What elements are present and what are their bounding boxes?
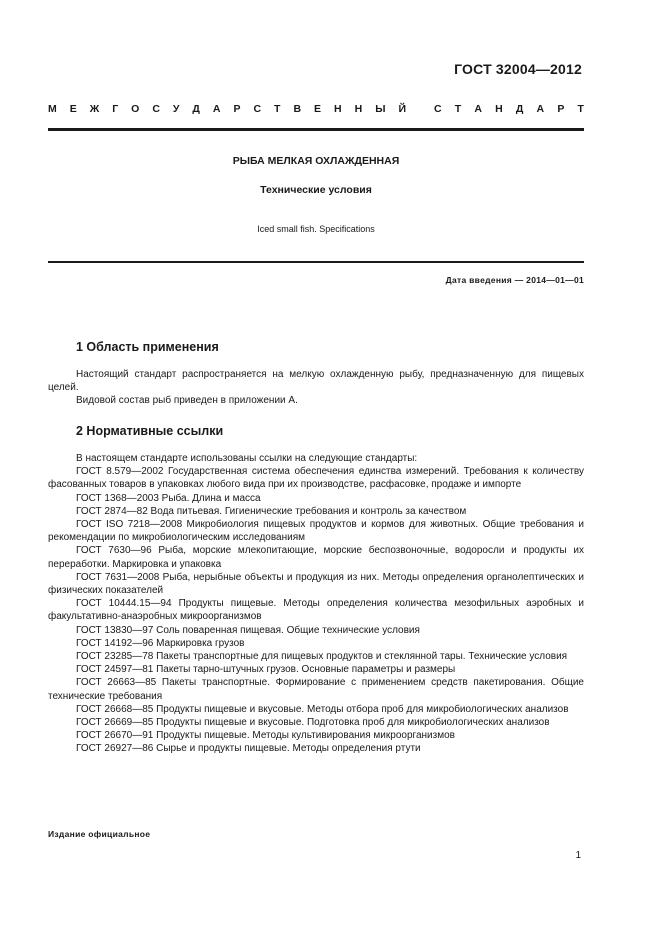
banner-letter: Г <box>112 103 119 115</box>
banner-letter: Д <box>515 103 524 115</box>
page-number: 1 <box>575 850 581 861</box>
banner-letter: Н <box>495 103 503 115</box>
reference-item: ГОСТ 26668—85 Продукты пищевые и вкусовые. Методы отбора проб для микробиологических анализов <box>76 703 569 715</box>
banner-letter: Р <box>233 103 241 115</box>
reference-item: ГОСТ 7630—96 Рыба, морские млекопитающие, морские беспозвоночные, водоросли и продукты их переработки. Маркировка и упаковка <box>48 545 584 570</box>
document-subtitle: Технические условия <box>260 184 372 196</box>
reference-item: ГОСТ 7631—2008 Рыба, нерыбные объекты и продукция из них. Методы определения органолептических и физических показателей <box>48 571 584 597</box>
banner-letter: Ж <box>89 103 100 115</box>
banner-letter: У <box>172 103 180 115</box>
reference-item: ГОСТ 24597—81 Пакеты тарно-штучных грузов. Основные параметры и размеры <box>76 664 456 676</box>
banner-letter: А <box>474 103 482 115</box>
section-body-scope <box>48 368 584 408</box>
section-body-references <box>48 452 584 756</box>
paragraph: В настоящем стандарте использованы ссылки на следующие стандарты: <box>76 453 418 464</box>
reference-item: ГОСТ 26927—86 Сырье и продукты пищевые. Методы определения ртути <box>76 743 421 755</box>
section-heading-references: 2 Нормативные ссылки <box>76 424 224 438</box>
banner-letter: Т <box>454 103 462 115</box>
section-heading-scope: 1 Область применения <box>76 340 219 354</box>
banner-letter: Ы <box>375 103 386 115</box>
banner-letter: С <box>434 103 442 115</box>
title-rule <box>48 261 584 263</box>
reference-item: ГОСТ 10444.15—94 Продукты пищевые. Методы определения количества мезофильных аэробных и факультативно-анаэробных микроорганизмов <box>48 598 584 623</box>
reference-item: ГОСТ 8.579—2002 Государственная система обеспечения единства измерений. Требования к количеству фасованных товаров в упаковках любого вида при их производстве, расфасовке, продаже и импорте <box>48 466 584 491</box>
banner-letter: В <box>293 103 302 115</box>
banner-letter: Н <box>354 103 363 115</box>
standard-number: ГОСТ 32004—2012 <box>454 61 582 77</box>
banner-word-standard <box>434 103 584 115</box>
reference-item: ГОСТ 26670—91 Продукты пищевые. Методы культивирования микроорганизмов <box>76 730 455 742</box>
banner-letter: С <box>253 103 262 115</box>
reference-item: ГОСТ 23285—78 Пакеты транспортные для пищевых продуктов и стеклянной тары. Технические условия <box>76 651 568 663</box>
english-title: Iced small fish. Specifications <box>257 224 375 234</box>
reference-item: ГОСТ 26663—85 Пакеты транспортные. Формирование с применением средств пакетирования. Общие технические требования <box>48 677 584 702</box>
banner-letter: Т <box>274 103 281 115</box>
reference-item: ГОСТ 13830—97 Соль поваренная пищевая. Общие технические условия <box>76 624 420 636</box>
reference-item: ГОСТ 2874—82 Вода питьевая. Гигиенические требования и контроль за качеством <box>76 505 467 517</box>
document-title: РЫБА МЕЛКАЯ ОХЛАЖДЕННАЯ <box>232 155 400 167</box>
reference-item: ГОСТ 1368—2003 Рыба. Длина и масса <box>76 492 261 504</box>
banner-letter: А <box>212 103 221 115</box>
banner-letter: Е <box>69 103 77 115</box>
banner-letter: О <box>131 103 140 115</box>
paragraph: Настоящий стандарт распространяется на мелкую охлажденную рыбу, предназначенную для пищевых целей. <box>48 369 584 394</box>
banner-letter: Т <box>577 103 584 115</box>
banner-letter: С <box>152 103 160 115</box>
header-rule <box>48 128 584 131</box>
banner-letter: Н <box>334 103 342 115</box>
banner-letter: Й <box>398 103 406 115</box>
reference-item: ГОСТ 26669—85 Продукты пищевые и вкусовые. Подготовка проб для микробиологических анализов <box>76 717 550 729</box>
reference-item: ГОСТ 14192—96 Маркировка грузов <box>76 637 245 649</box>
paragraph: Видовой состав рыб приведен в приложении А. <box>76 395 298 407</box>
banner-letter: Р <box>557 103 565 115</box>
reference-item: ГОСТ ISO 7218—2008 Микробиология пищевых продуктов и кормов для животных. Общие требования и рекомендации по микробиологическим исследованиям <box>48 519 584 544</box>
banner-word-interstate <box>48 103 406 115</box>
banner-letter: Д <box>192 103 200 115</box>
banner-letter: А <box>536 103 545 115</box>
banner-letter: Е <box>314 103 322 115</box>
interstate-standard-banner <box>48 103 584 115</box>
official-edition-label: Издание официальное <box>48 829 151 839</box>
banner-letter: М <box>48 103 57 115</box>
introduction-date: Дата введения — 2014—01—01 <box>445 275 584 285</box>
